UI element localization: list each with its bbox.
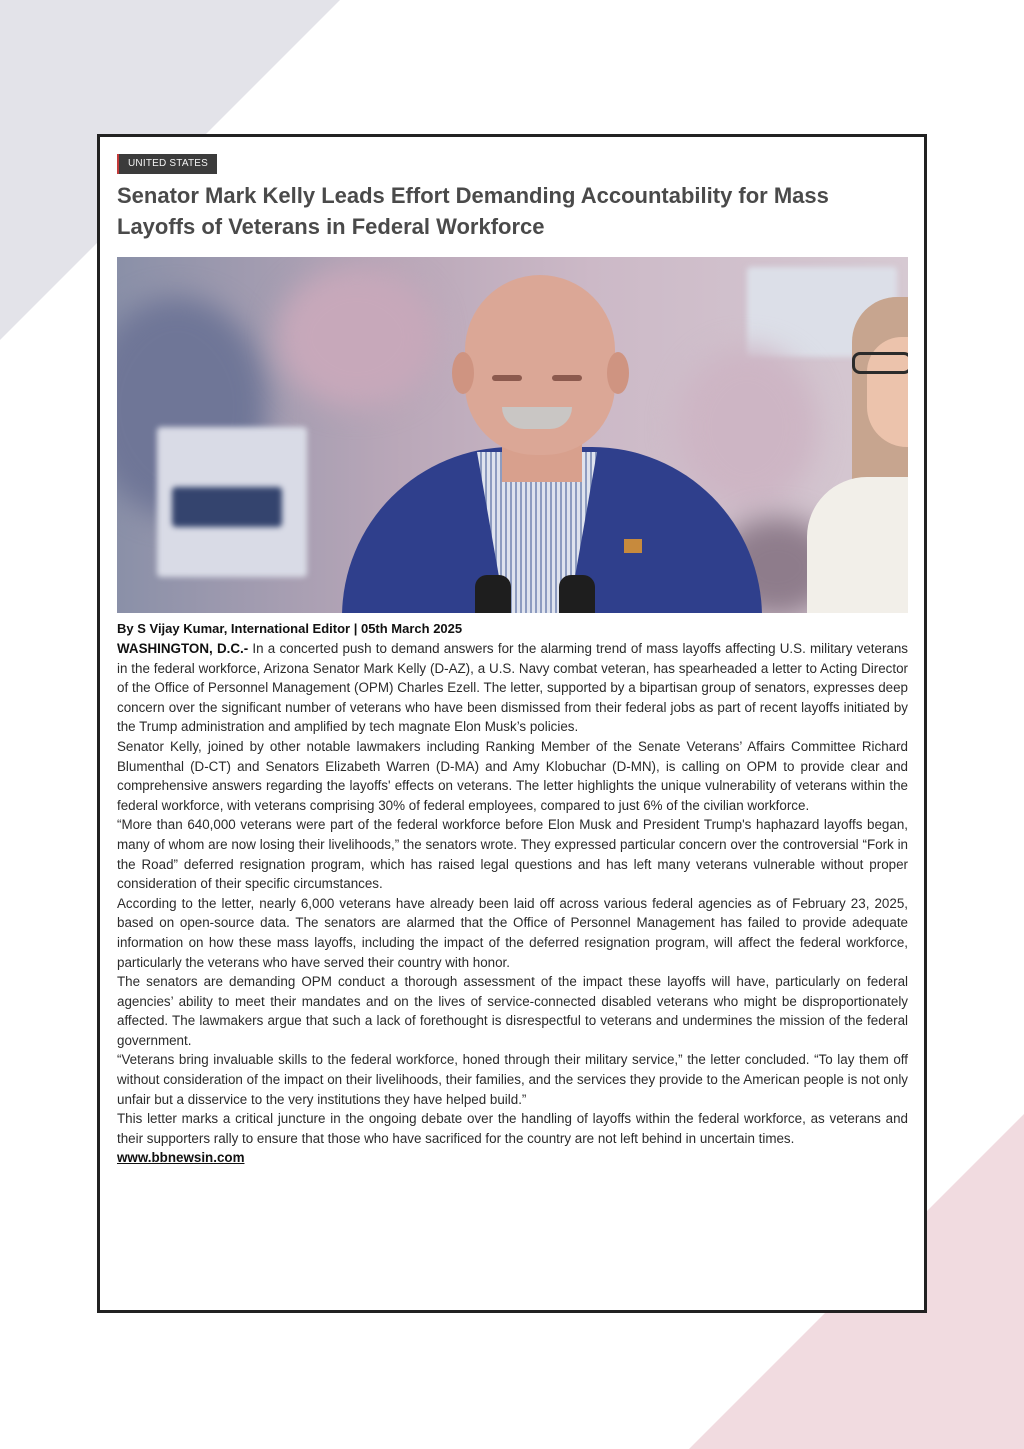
article-body [117,639,908,1148]
article-byline: By S Vijay Kumar, International Editor | 05th March 2025 [117,621,463,636]
article-frame [97,134,927,1313]
photo-man-ear-left [452,352,474,394]
paragraph-1-text: In a concerted push to demand answers for the alarming trend of mass layoffs affecting U.S. military veterans in the federal workforce, Arizona Senator Mark Kelly (D-AZ), a U.S. Navy combat veteran, has spearheaded a letter to Acting Director of the Office of Personnel Management (OPM) Charles Ezell. The letter, supported by a bipartisan group of senators, expresses deep concern over the significant number of veterans who have been dismissed from their federal jobs as part of recent layoffs initiated by the Trump administration and amplified by tech magnate Elon Musk’s policies. [117,641,908,735]
article-title: Senator Mark Kelly Leads Effort Demanding Accountability for Mass Layoffs of Veterans in Federal Workforce [117,183,829,239]
photo-sign-left-lettering [172,487,282,527]
paragraph-7: This letter marks a critical juncture in the ongoing debate over the handling of layoffs within the federal workforce, as veterans and their supporters rally to ensure that those who have sacrificed for the country are not left behind in uncertain times. [117,1111,908,1146]
photo-woman-glasses [852,352,908,374]
article-content [117,153,908,1168]
article-photo [117,257,908,613]
paragraph-1 [117,639,908,737]
photo-crowd-pink [277,267,437,407]
paragraph-4: According to the letter, nearly 6,000 veterans have already been laid off across various federal agencies as of February 23, 2025, based on open-source data. The senators are alarmed that the Office of Personnel Management has failed to provide adequate information on how these mass layoffs, including the impact of the deferred resignation program, will affect the federal workforce, particularly the veterans who have served their country with honor. [117,895,908,970]
photo-microphone-left [475,575,511,613]
paragraph-6: “Veterans bring invaluable skills to the federal workforce, honed through their military service,” the letter concluded. “To lay them off without consideration of the impact on their livelihoods, their families, and the services they provide to the American people is not only unfair but a disservice to the very institutions they have helped build.” [117,1052,908,1107]
photo-microphone-right [559,575,595,613]
paragraph-5: The senators are demanding OPM conduct a thorough assessment of the impact these layoffs will have, particularly on federal agencies’ ability to meet their mandates and on the lives of service-connected disabled veterans who might be disproportionately affected. The lawmakers argue that such a lack of forethought is disrespectful to veterans and undermines the mission of the federal government. [117,974,908,1048]
photo-man-eye-left [492,375,522,381]
website-link[interactable]: www.bbnewsin.com [117,1150,245,1166]
photo-woman-jacket [807,477,908,613]
dateline: WASHINGTON, D.C.- [117,641,249,656]
category-tag[interactable]: UNITED STATES [117,154,217,174]
photo-man-ear-right [607,352,629,394]
photo-lapel-pin [624,539,642,553]
paragraph-3: “More than 640,000 veterans were part of the federal workforce before Elon Musk and President Trump's haphazard layoffs began, many of whom are now losing their livelihoods,” the senators wrote. They expressed particular concern over the controversial “Fork in the Road” deferred resignation program, which has raised legal questions and has left many veterans vulnerable without proper consideration of their specific circumstances. [117,817,908,892]
paragraph-2: Senator Kelly, joined by other notable lawmakers including Ranking Member of the Senate Veterans’ Affairs Committee Richard Blumenthal (D-CT) and Senators Elizabeth Warren (D-MA) and Amy Klobuchar (D-MN), is calling on OPM to provide clear and comprehensive answers regarding the layoffs' effects on veterans. The letter highlights the unique vulnerability of veterans within the federal workforce, with veterans comprising 30% of federal employees, compared to just 6% of the civilian workforce. [117,738,908,813]
photo-man-beard [502,407,572,429]
photo-man-eye-right [552,375,582,381]
photo-crowd-right [677,347,817,507]
